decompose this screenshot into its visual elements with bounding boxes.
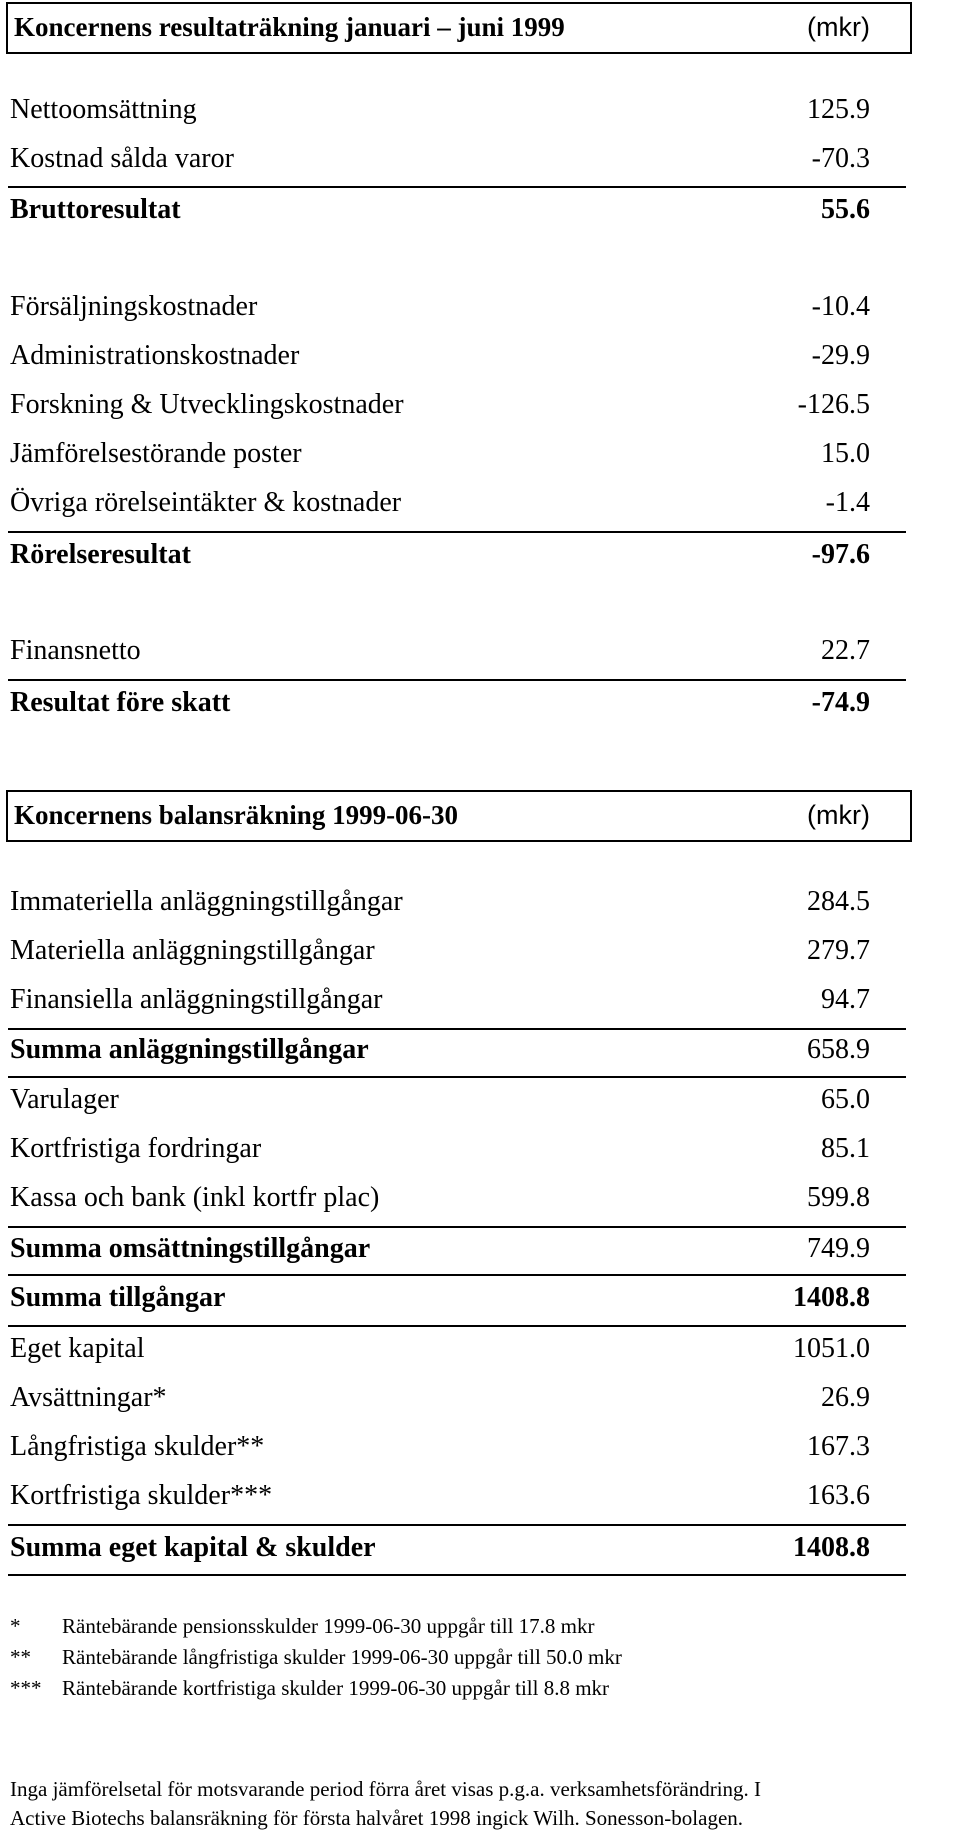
row-value: 284.5 [807,886,870,917]
divider [8,1028,906,1030]
row-label: Kortfristiga fordringar [10,1133,262,1164]
row-value: 125.9 [807,94,870,125]
row-value: 599.8 [807,1182,870,1213]
row-label: Summa tillgångar [10,1282,226,1313]
divider [8,1076,906,1078]
row-value: -1.4 [825,487,870,518]
footnote [10,1645,622,1670]
table-row [10,1034,870,1074]
row-label: Rörelseresultat [10,539,191,570]
row-label: Administrationskostnader [10,340,300,371]
row-value: 85.1 [821,1133,870,1164]
row-label: Bruttoresultat [10,194,181,225]
row-value: 749.9 [807,1233,870,1264]
row-label: Summa anläggningstillgångar [10,1034,369,1065]
table-row [10,687,870,727]
table-row [10,487,870,527]
table-row [10,1233,870,1273]
row-value: 1051.0 [793,1333,870,1364]
table-row [10,340,870,380]
table-row [10,1282,870,1322]
divider [8,1226,906,1228]
row-value: 15.0 [821,438,870,469]
row-value: 163.6 [807,1480,870,1511]
footnote-text: Räntebärande kortfristiga skulder 1999-06-30 uppgår till 8.8 mkr [62,1676,610,1700]
table-row [10,886,870,926]
footnote-mark: * [10,1614,21,1638]
divider [8,531,906,533]
footnote-text: Räntebärande pensionsskulder 1999-06-30 uppgår till 17.8 mkr [62,1614,595,1638]
divider [8,1524,906,1526]
table-row [10,291,870,331]
row-value: 1408.8 [793,1282,870,1313]
footnote-mark: ** [10,1645,31,1669]
row-value: 94.7 [821,984,870,1015]
table-row [10,1133,870,1173]
row-label: Övriga rörelseintäkter & kostnader [10,487,402,518]
income-statement-title: Koncernens resultaträkning januari – juni 1999 [14,12,565,42]
balance-sheet-header [6,790,912,842]
income-statement-header [6,2,912,54]
row-label: Finansnetto [10,635,141,666]
row-label: Avsättningar* [10,1382,167,1413]
row-value: 65.0 [821,1084,870,1115]
row-value: 658.9 [807,1034,870,1065]
balance-sheet-unit: (mkr) [807,800,870,830]
footnote-mark: *** [10,1676,42,1700]
row-value: 22.7 [821,635,870,666]
row-label: Summa omsättningstillgångar [10,1233,371,1264]
row-label: Forskning & Utvecklingskostnader [10,389,404,420]
table-row [10,1182,870,1222]
footnote [10,1676,609,1701]
balance-sheet-title: Koncernens balansräkning 1999-06-30 [14,800,459,830]
table-row [10,539,870,579]
row-value: -70.3 [811,143,870,174]
footer-line: Active Biotechs balansräkning för första halvåret 1998 ingick Wilh. Sonesson-bolagen. [10,1806,744,1830]
row-label: Immateriella anläggningstillgångar [10,886,403,917]
divider [8,1325,906,1327]
table-row [10,143,870,183]
divider [8,679,906,681]
table-row [10,635,870,675]
table-row [10,438,870,478]
row-value: 167.3 [807,1431,870,1462]
table-row [10,389,870,429]
divider [8,1274,906,1276]
row-label: Materiella anläggningstillgångar [10,935,375,966]
row-value: 279.7 [807,935,870,966]
table-row [10,935,870,975]
table-row [10,194,870,234]
table-row [10,984,870,1024]
row-label: Försäljningskostnader [10,291,258,322]
row-value: -74.9 [811,687,870,718]
row-value: 26.9 [821,1382,870,1413]
row-label: Varulager [10,1084,119,1115]
table-row [10,1431,870,1471]
row-label: Eget kapital [10,1333,145,1364]
row-value: 55.6 [821,194,870,225]
table-row [10,1532,870,1572]
footnote [10,1614,594,1639]
row-label: Nettoomsättning [10,94,197,125]
footer-line: Inga jämförelsetal för motsvarande period förra året visas p.g.a. verksamhetsförändring. I [10,1777,762,1801]
row-value: -29.9 [811,340,870,371]
table-row [10,1382,870,1422]
row-label: Resultat före skatt [10,687,231,718]
table-row [10,1084,870,1124]
row-label: Finansiella anläggningstillgångar [10,984,383,1015]
footnote-text: Räntebärande långfristiga skulder 1999-06-30 uppgår till 50.0 mkr [62,1645,622,1669]
row-label: Kostnad sålda varor [10,143,234,174]
divider [8,186,906,188]
row-label: Summa eget kapital & skulder [10,1532,376,1563]
row-label: Långfristiga skulder** [10,1431,265,1462]
table-row [10,94,870,134]
row-value: -126.5 [797,389,870,420]
income-statement-unit: (mkr) [807,12,870,42]
row-label: Kortfristiga skulder*** [10,1480,273,1511]
row-label: Jämförelsestörande poster [10,438,302,469]
row-label: Kassa och bank (inkl kortfr plac) [10,1182,380,1213]
row-value: 1408.8 [793,1532,870,1563]
row-value: -97.6 [811,539,870,570]
table-row [10,1480,870,1520]
divider [8,1574,906,1576]
table-row [10,1333,870,1373]
row-value: -10.4 [811,291,870,322]
